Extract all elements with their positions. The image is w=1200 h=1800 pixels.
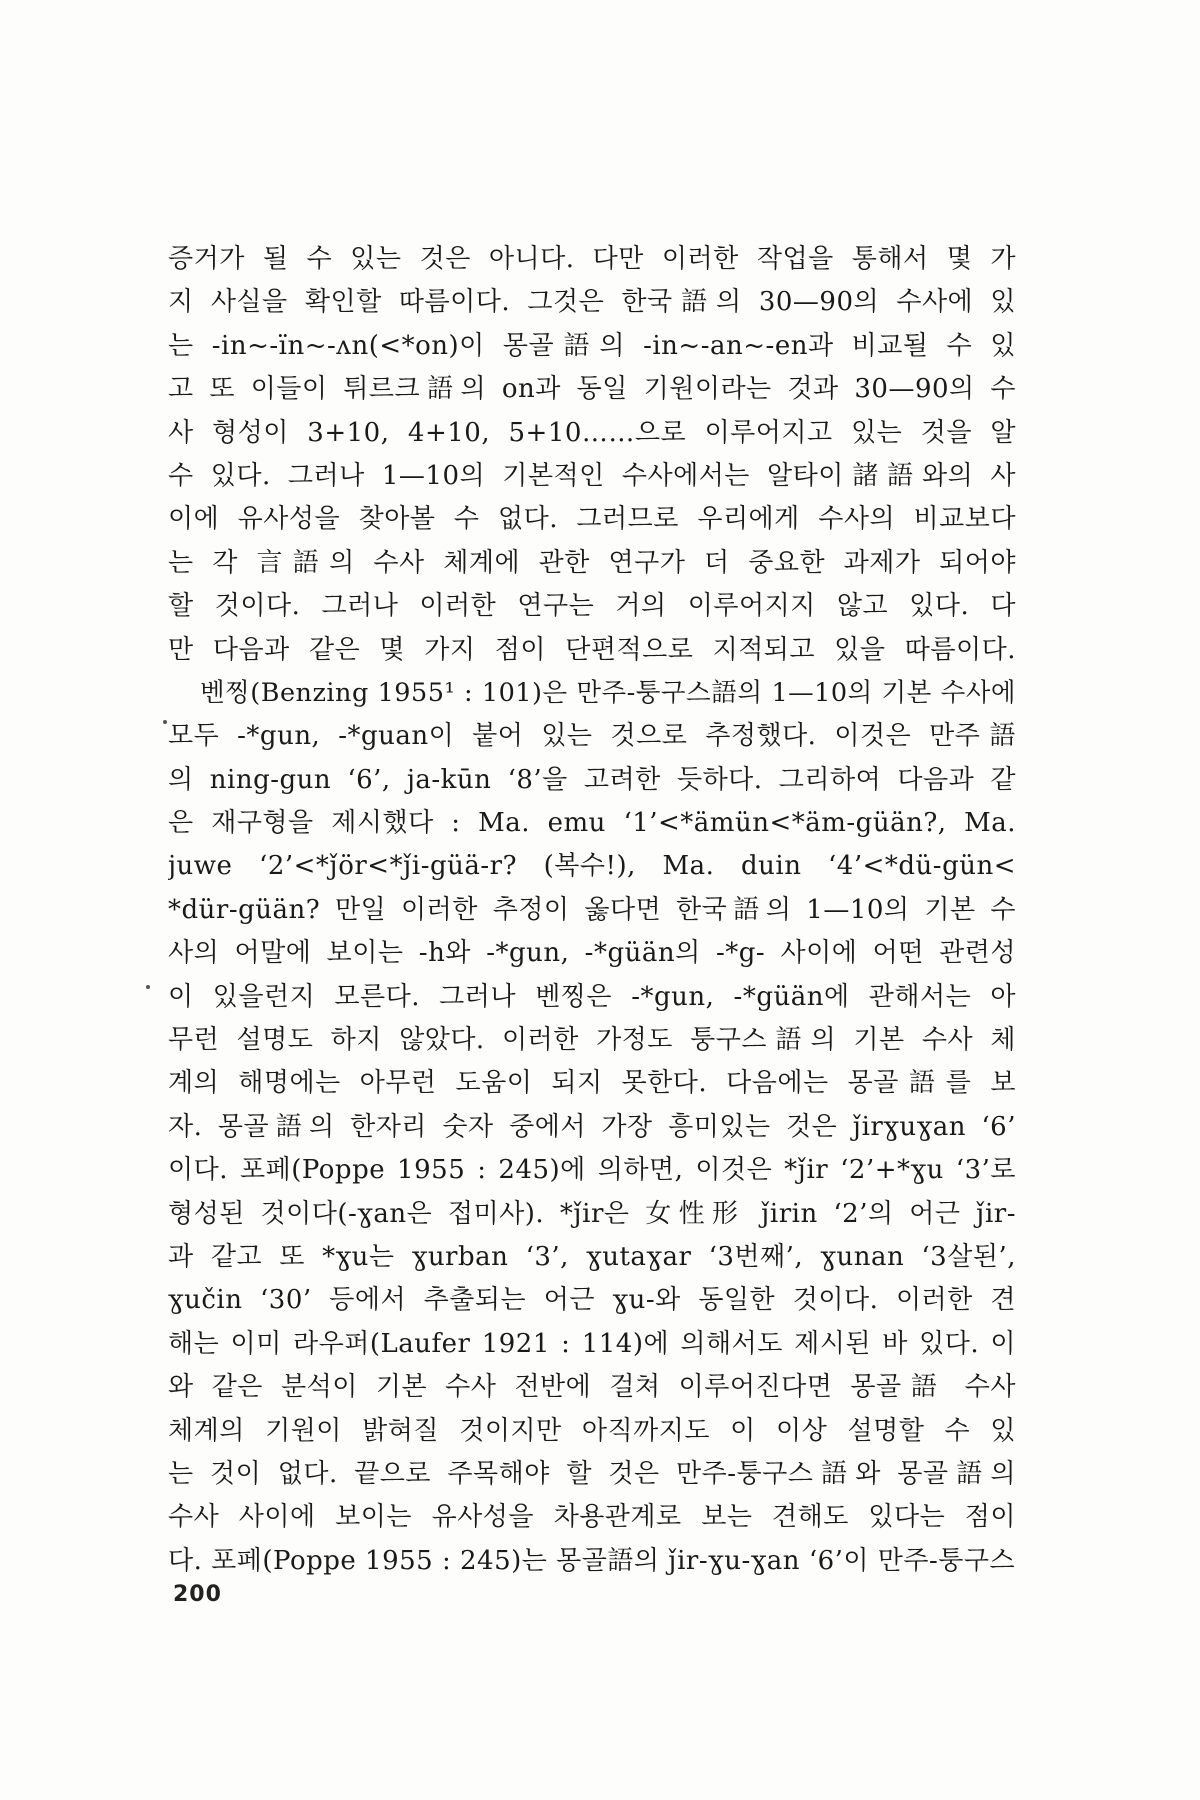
text-line: 해는 이미 라우퍼(Laufer 1921 : 114)에 의해서도 제시된 바 있다. 이 — [168, 1328, 1016, 1359]
text-line: ɣučin ‘30’ 등에서 추출되는 어근 ɣu-와 동일한 것이다. 이러한 견 — [168, 1285, 1016, 1316]
text-line: 자. 몽골語의 한자리 숫자 중에서 가장 흥미있는 것은 ǰirɣuɣan ‘6’ — [168, 1111, 1016, 1142]
text-line: 는 각 言語의 수사 체계에 관한 연구가 더 중요한 과제가 되어야 — [168, 547, 1016, 578]
text-line: 의 ning-gun ‘6’, ja-kūn ‘8’을 고려한 듯하다. 그리하여 다음과 같 — [168, 764, 1016, 795]
text-line: 만 다음과 같은 몇 가지 점이 단편적으로 지적되고 있을 따름이다. — [168, 634, 1016, 665]
text-line: 증거가 될 수 있는 것은 아니다. 다만 이러한 작업을 통해서 몇 가 — [168, 244, 1016, 274]
text-line: 수 있다. 그러나 1—10의 기본적인 수사에서는 알타이諸語와의 사 — [168, 460, 1016, 491]
text-line: 형성된 것이다(-ɣan은 접미사). *ǰir은 女性形 ǰirin ‘2’의 어근 ǰir- — [168, 1198, 1016, 1229]
text-line: 수사 사이에 보이는 유사성을 차용관계로 보는 견해도 있다는 점이 — [168, 1502, 1016, 1533]
text-line: 할 것이다. 그러나 이러한 연구는 거의 이루어지지 않고 있다. 다 — [168, 591, 1016, 622]
text-line: 는 것이 없다. 끝으로 주목해야 할 것은 만주-퉁구스語와 몽골語의 — [168, 1458, 1016, 1489]
text-line: 는 -in~-ïn~-ʌn(<*on)이 몽골語의 -in~-an~-en과 비교될 수 있 — [168, 330, 1016, 361]
text-line: juwe ‘2’<*ǰör<*ǰi-güä-r? (복수!), Ma. duin ‘4’<*dü-gün< — [168, 851, 1016, 882]
margin-speck — [163, 720, 167, 724]
text-line: 지 사실을 확인할 따름이다. 그것은 한국語의 30—90의 수사에 있 — [168, 287, 1016, 318]
body-text — [168, 238, 1016, 1583]
text-line: 와 같은 분석이 기본 수사 전반에 걸쳐 이루어진다면 몽골語 수사 — [168, 1372, 1016, 1403]
text-line: *dür-güän? 만일 이러한 추정이 옳다면 한국語의 1—10의 기본 수 — [168, 894, 1016, 925]
text-line: 과 같고 또 *ɣu는 ɣurban ‘3’, ɣutaɣar ‘3번째’, ɣunan ‘3살된’, — [168, 1241, 1016, 1272]
paragraph-start-line: 벤찡(Benzing 1955¹ : 101)은 만주-퉁구스語의 1—10의 기본 수사에 — [200, 677, 1016, 708]
text-line: 이에 유사성을 찾아볼 수 없다. 그러므로 우리에게 수사의 비교보다 — [168, 504, 1016, 535]
margin-speck — [146, 985, 150, 989]
text-line: 은 재구형을 제시했다 : Ma. emu ‘1’<*ämün<*äm-güän?, Ma. — [168, 808, 1016, 839]
text-line: 고 또 이들이 튀르크語의 on과 동일 기원이라는 것과 30—90의 수 — [168, 374, 1016, 405]
text-line: 무런 설명도 하지 않았다. 이러한 가정도 퉁구스語의 기본 수사 체 — [168, 1025, 1016, 1056]
page-number: 200 — [173, 1582, 222, 1607]
text-line: 사의 어말에 보이는 -h와 -*gun, -*güän의 -*g- 사이에 어떤 관련성 — [168, 938, 1016, 969]
text-line: 모두 -*gun, -*guan이 붙어 있는 것으로 추정했다. 이것은 만주語 — [168, 721, 1016, 752]
text-line: 사 형성이 3+10, 4+10, 5+10……으로 이루어지고 있는 것을 알 — [168, 417, 1016, 448]
text-line: 다. 포페(Poppe 1955 : 245)는 몽골語의 ǰir-ɣu-ɣan ‘6’이 만주-퉁구스 — [168, 1545, 1016, 1576]
text-line: 이 있을런지 모른다. 그러나 벤찡은 -*gun, -*güän에 관해서는 아 — [168, 981, 1016, 1012]
text-line: 계의 해명에는 아무런 도움이 되지 못한다. 다음에는 몽골語를 보 — [168, 1068, 1016, 1099]
text-line: 이다. 포페(Poppe 1955 : 245)에 의하면, 이것은 *ǰir ‘2’+*ɣu ‘3’로 — [168, 1155, 1016, 1186]
text-line: 체계의 기원이 밝혀질 것이지만 아직까지도 이 이상 설명할 수 있 — [168, 1415, 1016, 1446]
